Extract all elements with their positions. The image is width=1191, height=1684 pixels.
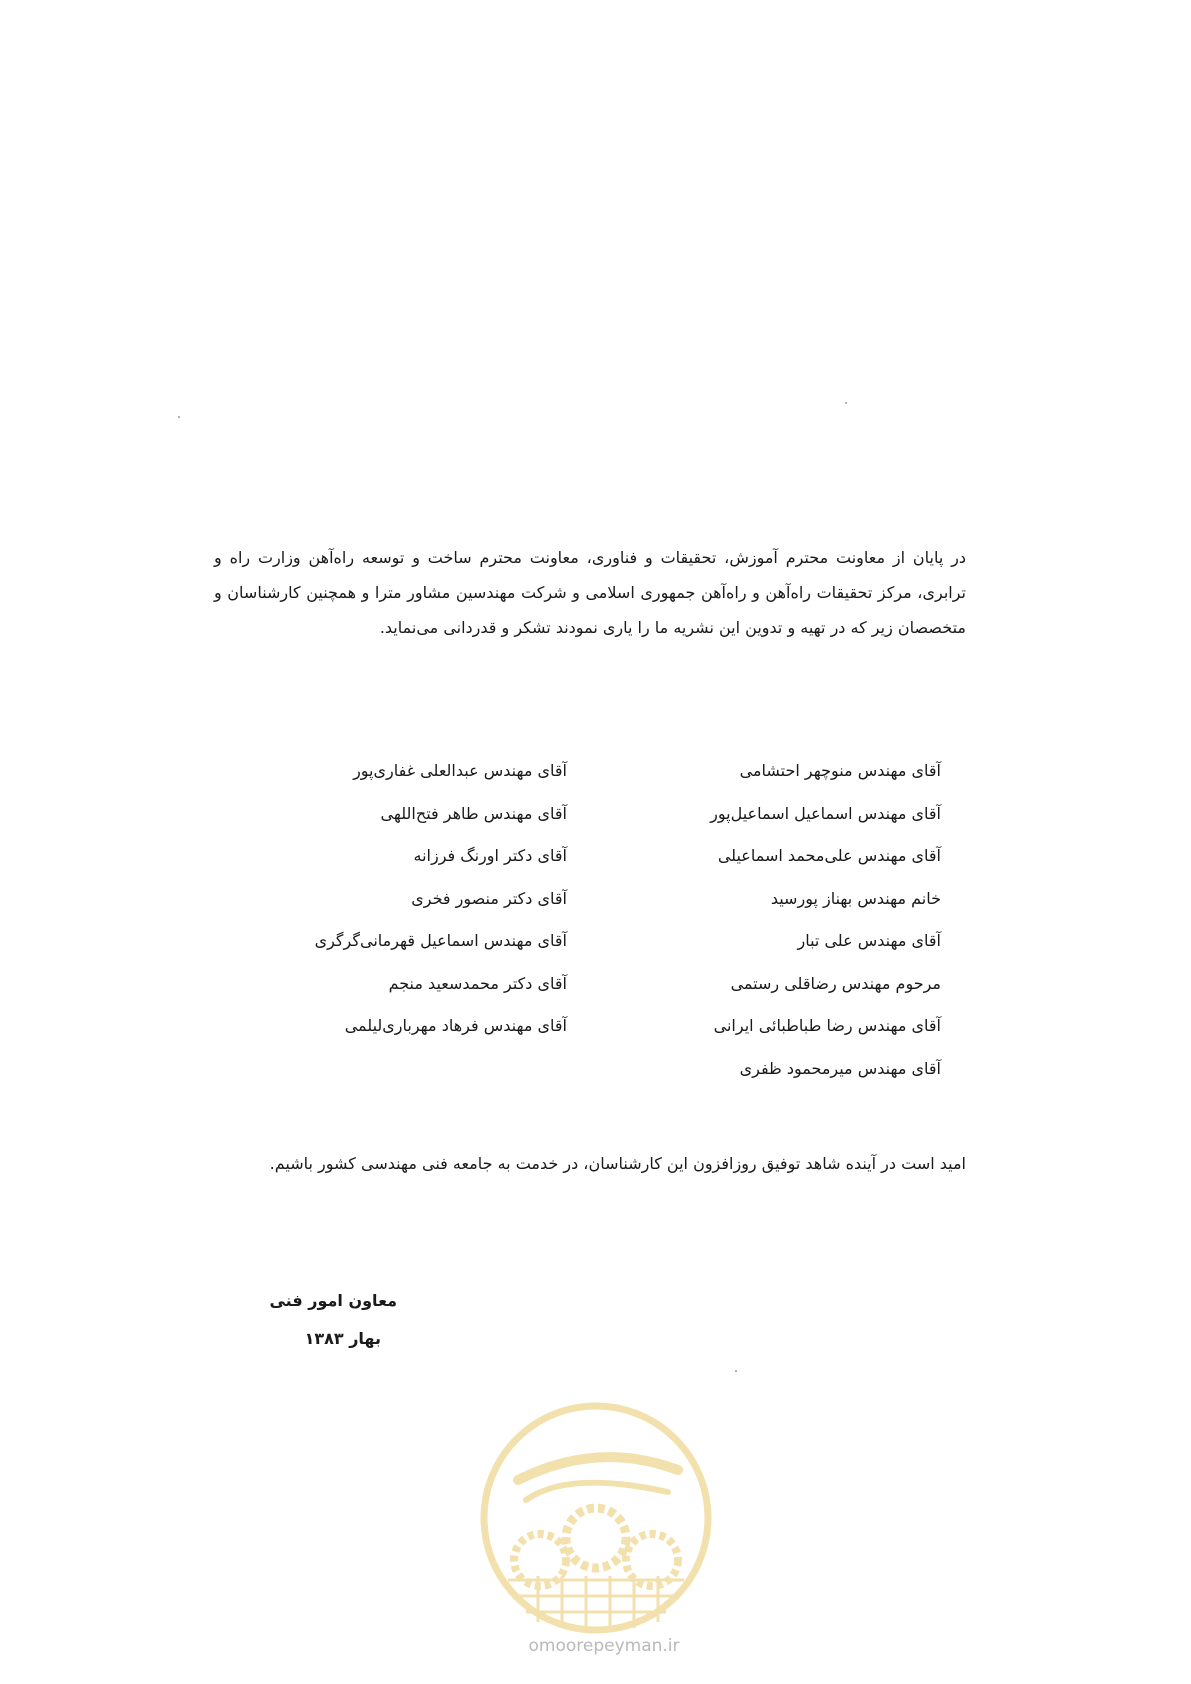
acknowledgement-paragraph bbox=[214, 540, 966, 645]
contributor-name: آقای مهندس منوچهر احتشامی bbox=[739, 761, 941, 780]
contributor-name: آقای مهندس علی تبار bbox=[797, 931, 941, 950]
contributor-name: آقای دکتر محمدسعید منجم bbox=[388, 973, 567, 993]
omoorepeyman-logo-watermark bbox=[478, 1400, 714, 1636]
closing-paragraph bbox=[214, 1146, 966, 1181]
contributor-name: آقای دکتر اورنگ فرزانه bbox=[413, 846, 567, 865]
contributor-name: آقای مهندس عبدالعلی غفاری‌پور bbox=[353, 761, 567, 780]
scan-speck bbox=[845, 402, 847, 404]
intro-text: در پایان از معاونت محترم آموزش، تحقیقات و فناوری، معاونت محترم ساخت و توسعه راه‌آهن وزارت راه و ترابری، مرکز تحقیقات راه‌آهن و راه‌آهن جمهوری اسلامی و شرکت مهندسین مشاور مترا و همچنین کارشناسان و متخصصان زیر که در تهیه و تدوین این نشریه ما را یاری نمودند تشکر و قدردانی می‌نماید. bbox=[214, 548, 966, 637]
scan-speck bbox=[735, 1370, 737, 1372]
signature-title: معاون امور فنی bbox=[269, 1291, 397, 1310]
signature-date: بهار ۱۳۸۳ bbox=[304, 1329, 381, 1348]
contributor-name: آقای مهندس طاهر فتح‌اللهی bbox=[380, 803, 567, 823]
contributor-name: آقای مهندس فرهاد مهرباری‌لیلمی bbox=[344, 1016, 567, 1035]
closing-text: امید است در آینده شاهد توفیق روزافزون این کارشناسان، در خدمت به جامعه فنی مهندسی کشور باشیم. bbox=[269, 1154, 966, 1173]
contributors-left-column bbox=[267, 750, 567, 1048]
contributor-name: آقای مهندس اسماعیل قهرمانی‌گرگری bbox=[314, 931, 567, 950]
contributor-name: خانم مهندس بهناز پورسید bbox=[770, 888, 941, 908]
contributor-name: آقای مهندس اسماعیل اسماعیل‌پور bbox=[710, 803, 941, 823]
watermark-url: omoorepeyman.ir bbox=[528, 1636, 680, 1656]
scan-speck bbox=[178, 416, 180, 418]
contributors-right-column bbox=[641, 750, 941, 1090]
contributor-name: آقای دکتر منصور فخری bbox=[411, 888, 567, 908]
contributor-name: آقای مهندس علی‌محمد اسماعیلی bbox=[717, 846, 941, 865]
contributor-name: آقای مهندس میرمحمود ظفری bbox=[739, 1058, 941, 1078]
contributor-name: مرحوم مهندس رضاقلی رستمی bbox=[730, 973, 941, 993]
contributor-name: آقای مهندس رضا طباطبائی ایرانی bbox=[713, 1016, 941, 1035]
signature-block bbox=[269, 1282, 397, 1358]
